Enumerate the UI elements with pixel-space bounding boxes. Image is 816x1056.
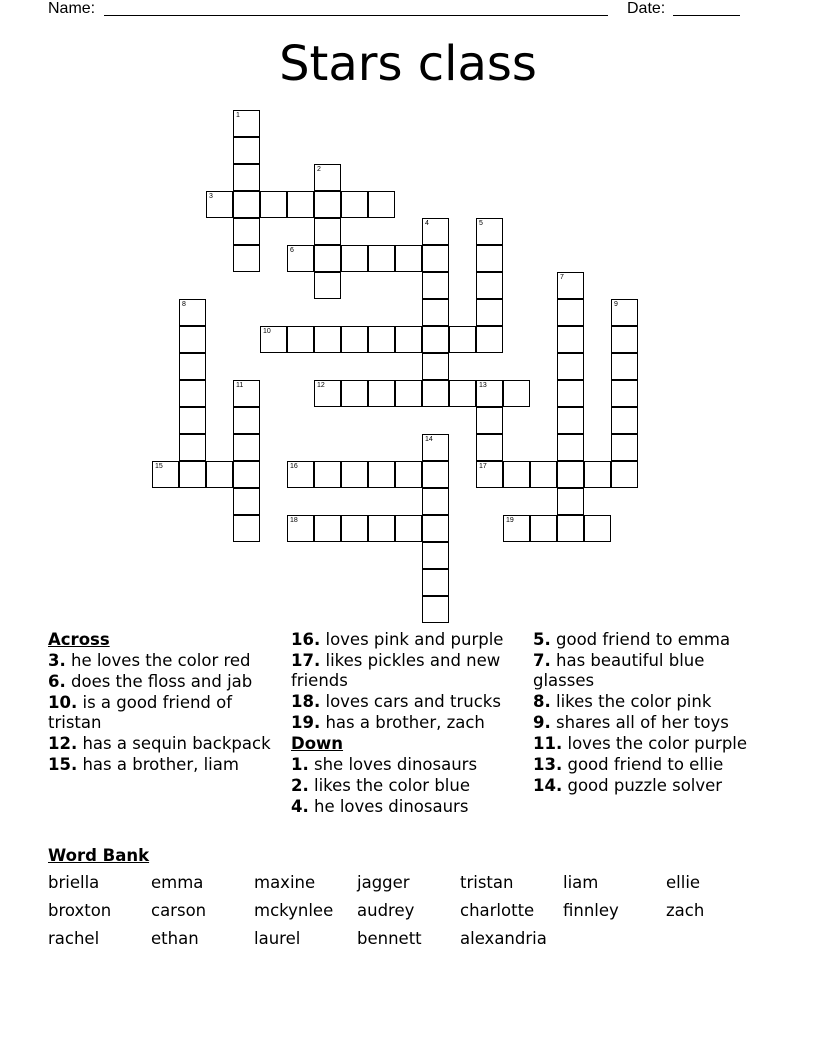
clue-number: 17 [479,463,487,470]
down-more-clue-list [533,630,753,796]
crossword-cell[interactable] [341,515,368,542]
crossword-cell[interactable] [611,407,638,434]
word-bank-item: briella [48,873,100,892]
crossword-cell[interactable] [179,380,206,407]
clue-text: shares all of her toys [550,713,729,732]
clue-number: 10 [263,328,271,335]
clue-text: good friend to emma [550,630,731,649]
word-bank-item: charlotte [460,901,535,920]
crossword-cell[interactable] [476,407,503,434]
across-clue-list [48,651,284,775]
clue-number: 7 [560,274,564,281]
crossword-cell[interactable] [233,407,260,434]
crossword-cell[interactable] [287,515,314,542]
crossword-cell[interactable] [476,272,503,299]
crossword-cell[interactable] [368,515,395,542]
clue-num: 9. [533,713,551,732]
word-bank-item: ellie [666,873,701,892]
clue-num: 6. [48,672,66,691]
crossword-cell[interactable] [557,326,584,353]
clue-number: 19 [506,517,514,524]
crossword-cell[interactable] [422,353,449,380]
clue-item [48,672,284,692]
word-bank-item: zach [666,901,705,920]
clue-item [533,755,753,775]
clue-item [291,776,527,796]
clue-item [533,630,753,650]
crossword-cell[interactable] [179,353,206,380]
clue-num: 19. [291,713,321,732]
crossword-cell[interactable] [395,326,422,353]
crossword-cell[interactable] [368,191,395,218]
crossword-cell[interactable] [233,380,260,407]
word-bank-item: mckynlee [254,901,334,920]
crossword-cell[interactable] [206,461,233,488]
clue-num: 18. [291,692,321,711]
crossword-cell[interactable] [557,407,584,434]
word-bank-item: carson [151,901,207,920]
clue-number: 12 [317,382,325,389]
crossword-cell[interactable] [179,461,206,488]
clue-text: she loves dinosaurs [308,755,478,774]
crossword-cell[interactable] [611,380,638,407]
name-line[interactable] [104,0,608,16]
crossword-cell[interactable] [422,542,449,569]
clue-item [48,755,284,775]
crossword-cell[interactable] [206,191,233,218]
crossword-cell[interactable] [233,245,260,272]
crossword-cell[interactable] [557,461,584,488]
clue-item [291,692,527,712]
down-clues-continued [533,630,753,797]
clue-item [48,651,284,671]
clue-text: likes the color pink [550,692,712,711]
clue-num: 15. [48,755,78,774]
crossword-cell[interactable] [557,299,584,326]
clue-item [291,713,527,733]
clue-item [48,734,284,754]
crossword-cell[interactable] [503,461,530,488]
clue-text: likes the color blue [308,776,470,795]
crossword-cell[interactable] [611,353,638,380]
crossword-cell[interactable] [233,137,260,164]
crossword-cell[interactable] [422,380,449,407]
crossword-cell[interactable] [557,488,584,515]
crossword-cell[interactable] [422,515,449,542]
crossword-cell[interactable] [611,326,638,353]
crossword-cell[interactable] [476,461,503,488]
crossword-cell[interactable] [611,434,638,461]
crossword-cell[interactable] [314,515,341,542]
crossword-cell[interactable] [395,515,422,542]
clue-text: loves the color purple [562,734,748,753]
word-bank-title: Word Bank [48,846,150,865]
clue-num: 1. [291,755,309,774]
clue-num: 16. [291,630,321,649]
word-bank-item: ethan [151,929,199,948]
across-more-clue-list [291,630,527,733]
word-bank-item: jagger [357,873,410,892]
page-title: Stars class [279,36,537,92]
clue-number: 8 [182,301,186,308]
crossword-cell[interactable] [368,326,395,353]
crossword-cell[interactable] [422,218,449,245]
crossword-cell[interactable] [314,380,341,407]
word-bank-item: emma [151,873,204,892]
crossword-cell[interactable] [233,515,260,542]
clue-number: 6 [290,247,294,254]
word-bank-item: audrey [357,901,415,920]
word-bank-item: finnley [563,901,619,920]
crossword-cell[interactable] [422,434,449,461]
crossword-cell[interactable] [314,245,341,272]
clue-item [291,755,527,775]
crossword-cell[interactable] [341,245,368,272]
clue-num: 10. [48,693,78,712]
crossword-cell[interactable] [557,434,584,461]
word-bank-item: rachel [48,929,100,948]
crossword-cell[interactable] [422,488,449,515]
crossword-cell[interactable] [449,326,476,353]
clue-number: 16 [290,463,298,470]
crossword-cell[interactable] [179,434,206,461]
word-bank-item: liam [563,873,599,892]
crossword-cell[interactable] [287,326,314,353]
crossword-cell[interactable] [395,461,422,488]
crossword-cell[interactable] [422,272,449,299]
crossword-cell[interactable] [314,191,341,218]
clue-number: 3 [209,193,213,200]
crossword-cell[interactable] [584,515,611,542]
clue-text: likes pickles and new friends [291,651,501,690]
crossword-cell[interactable] [530,515,557,542]
clue-text: has a brother, zach [320,713,485,732]
clue-item [48,693,284,733]
word-bank-item: laurel [254,929,301,948]
crossword-cell[interactable] [449,380,476,407]
crossword-cell[interactable] [503,515,530,542]
crossword-cell[interactable] [422,461,449,488]
name-label: Name: [48,0,96,17]
crossword-cell[interactable] [179,407,206,434]
crossword-cell[interactable] [314,218,341,245]
down-heading: Down [291,734,344,753]
across-heading: Across [48,630,110,649]
across-clues-column [48,630,284,776]
clue-num: 3. [48,651,66,670]
crossword-cell[interactable] [233,110,260,137]
crossword-cell[interactable] [368,461,395,488]
crossword-cell[interactable] [233,461,260,488]
clue-text: has beautiful blue glasses [533,651,705,690]
clue-text: good puzzle solver [562,776,723,795]
crossword-cell[interactable] [611,461,638,488]
crossword-cell[interactable] [233,191,260,218]
crossword-cell[interactable] [422,596,449,623]
clue-number: 2 [317,166,321,173]
clue-number: 4 [425,220,429,227]
crossword-cell[interactable] [422,326,449,353]
crossword-cell[interactable] [395,380,422,407]
clue-number: 14 [425,436,433,443]
clue-num: 12. [48,734,78,753]
clue-text: he loves the color red [65,651,251,670]
word-bank-item: broxton [48,901,112,920]
clue-text: has a brother, liam [77,755,239,774]
crossword-cell[interactable] [584,461,611,488]
clue-item [533,734,753,754]
clue-num: 11. [533,734,563,753]
word-bank-item: bennett [357,929,422,948]
crossword-cell[interactable] [611,299,638,326]
crossword-cell[interactable] [314,164,341,191]
crossword-cell[interactable] [557,515,584,542]
crossword-cell[interactable] [476,218,503,245]
clue-text: is a good friend of tristan [48,693,233,732]
clue-num: 8. [533,692,551,711]
clue-item [533,776,753,796]
clue-number: 18 [290,517,298,524]
crossword-cell[interactable] [287,461,314,488]
clue-item [291,630,527,650]
crossword-cell[interactable] [476,245,503,272]
clue-num: 14. [533,776,563,795]
clue-text: loves pink and purple [320,630,504,649]
clue-num: 13. [533,755,563,774]
crossword-cell[interactable] [341,191,368,218]
crossword-cell[interactable] [314,461,341,488]
word-bank-item: tristan [460,873,514,892]
crossword-cell[interactable] [233,434,260,461]
crossword-cell[interactable] [557,353,584,380]
crossword-cell[interactable] [476,434,503,461]
crossword-cell[interactable] [287,245,314,272]
crossword-cell[interactable] [260,191,287,218]
clue-item [533,692,753,712]
crossword-cell[interactable] [233,488,260,515]
word-bank-item: maxine [254,873,316,892]
crossword-cell[interactable] [476,326,503,353]
crossword-cell[interactable] [314,326,341,353]
crossword-cell[interactable] [341,326,368,353]
clue-text: he loves dinosaurs [308,797,469,816]
clue-item [291,651,527,691]
word-bank-item: alexandria [460,929,547,948]
clue-item [533,651,753,691]
clue-number: 9 [614,301,618,308]
clue-num: 17. [291,651,321,670]
worksheet-header [48,0,740,20]
clue-num: 7. [533,651,551,670]
crossword-cell[interactable] [152,461,179,488]
crossword-cell[interactable] [557,380,584,407]
clue-num: 4. [291,797,309,816]
date-line[interactable] [673,0,740,16]
clue-text: has a sequin backpack [77,734,271,753]
clue-text: good friend to ellie [562,755,724,774]
crossword-cell[interactable] [260,326,287,353]
clue-number: 15 [155,463,163,470]
crossword-cell[interactable] [422,245,449,272]
crossword-cell[interactable] [476,299,503,326]
crossword-cell[interactable] [557,272,584,299]
crossword-cell[interactable] [476,380,503,407]
crossword-cell[interactable] [530,461,557,488]
crossword-cell[interactable] [341,380,368,407]
clue-number: 13 [479,382,487,389]
clue-item [291,797,527,817]
crossword-cell[interactable] [368,380,395,407]
crossword-cell[interactable] [341,461,368,488]
crossword-cell[interactable] [395,245,422,272]
down-clue-list [291,755,527,817]
crossword-cell[interactable] [422,569,449,596]
crossword-cell[interactable] [233,164,260,191]
crossword-cell[interactable] [368,245,395,272]
crossword-cell[interactable] [287,191,314,218]
crossword-cell[interactable] [179,326,206,353]
clue-number: 1 [236,112,240,119]
clue-num: 5. [533,630,551,649]
clue-num: 2. [291,776,309,795]
crossword-cell[interactable] [503,380,530,407]
crossword-cell[interactable] [314,272,341,299]
crossword-cell[interactable] [179,299,206,326]
across-clues-continued [291,630,527,818]
clue-text: loves cars and trucks [320,692,501,711]
crossword-cell[interactable] [233,218,260,245]
crossword-cell[interactable] [422,299,449,326]
clue-number: 11 [236,382,244,389]
clue-item [533,713,753,733]
clue-number: 5 [479,220,483,227]
date-label: Date: [627,0,666,17]
clue-text: does the floss and jab [65,672,253,691]
